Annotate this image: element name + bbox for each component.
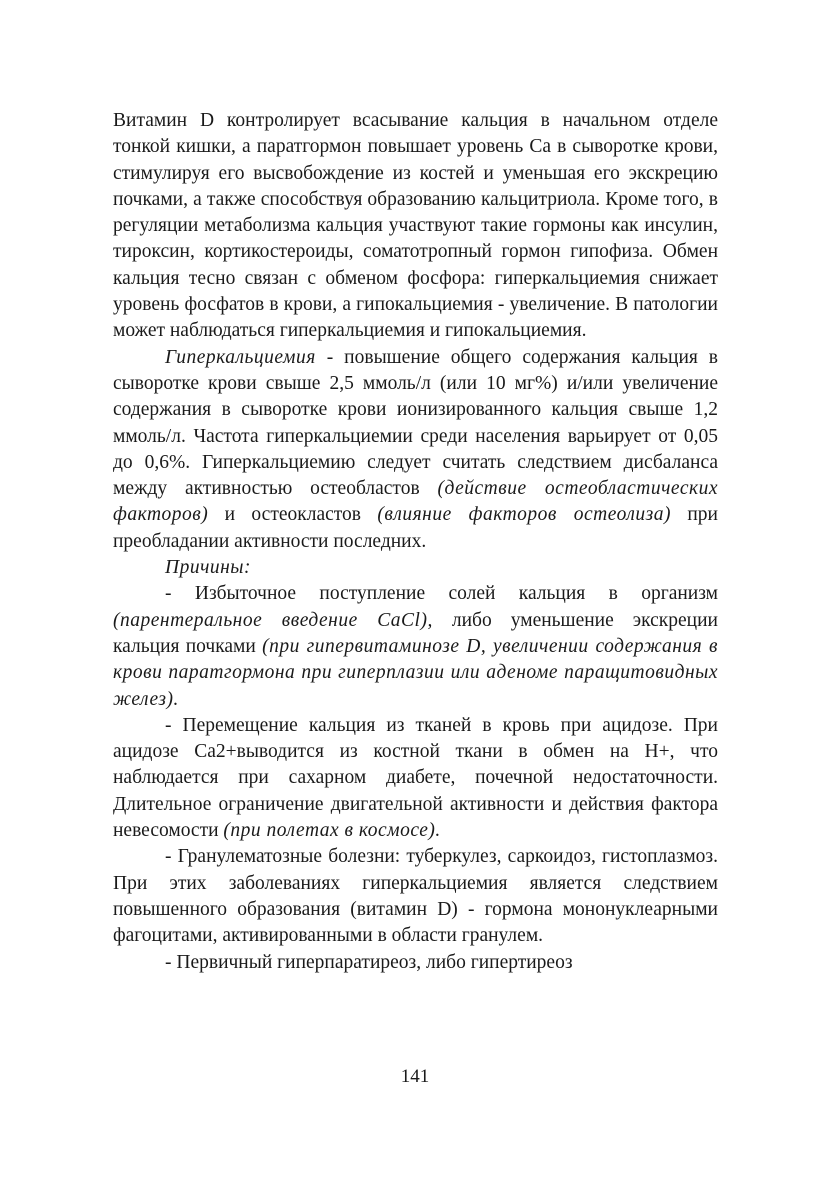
cause-1-text-2: либо уменьшение экскреции кальция почками	[113, 609, 718, 657]
cause-2-note: (при полетах в космосе).	[223, 820, 441, 842]
osteolysis-factors-note: (влияние факторов остеолиза)	[377, 504, 671, 526]
page-number: 141	[400, 1066, 430, 1087]
cause-1-text-1: - Избыточное поступление солей кальция в организм	[165, 583, 718, 605]
definition-text-3: при преобладании активности последних.	[113, 504, 718, 552]
cause-acidosis	[113, 713, 718, 844]
cause-excess-calcium	[113, 581, 718, 712]
definition-text-2: и остеокластов	[208, 504, 378, 526]
cause-1-note-1: (парентеральное введение CaCl),	[113, 609, 433, 631]
causes-heading-text: Причины:	[165, 557, 252, 579]
definition-text-1: - повышение общего содержания кальция в сыворотке крови свыше 2,5 ммоль/л (или 10 мг%) и/или увеличение содержания в сыворотке крови ионизированного кальция свыше 1,2 ммоль/л. Частота гиперкальциемии среди населения варьирует от 0,05 до 0,6%. Гиперкальциемию следует считать следствием дисбаланса между активностью остеобластов	[113, 346, 718, 500]
body-text	[113, 108, 718, 976]
cause-hyperparathyroidism: - Первичный гиперпаратиреоз, либо гипертиреоз	[165, 951, 573, 973]
paragraph-vitamin-d: Витамин D контролирует всасывание кальция в начальном отделе тонкой кишки, а паратгормон повышает уровень Са в сыворотке крови, стимулируя его высвобождение из костей и уменьшая его экскрецию почками, а также способствуя образованию кальцитриола. Кроме того, в регуляции метаболизма кальция участвуют такие гормоны как инсулин, тироксин, кортикостероиды, соматотропный гормон гипофиза. Обмен кальция тесно связан с обменом фосфора: гиперкальциемия снижает уровень фосфатов в крови, а гипокальциемия - увеличение. В патологии может наблюдаться гиперкальциемия и гипокальциемия.	[113, 110, 718, 342]
paragraph-hypercalcemia-definition	[113, 345, 718, 555]
term-hypercalcemia: Гиперкальциемия	[165, 346, 316, 368]
cause-1-note-2: (при гипервитаминозе D, увеличении содержания в крови паратгормона при гиперплазии или аденоме паращитовидных желез).	[113, 635, 718, 710]
causes-heading	[113, 555, 718, 581]
cause-granulomatous-diseases: - Гранулематозные болезни: туберкулез, саркоидоз, гистоплазмоз. При этих заболеваниях гиперкальциемия является следствием повышенного образования (витамин D) - гормона мононуклеарными фагоцитами, активированными в области гранулем.	[113, 846, 718, 947]
osteoblast-factors-note: (действие остеобластических факторов)	[113, 478, 718, 526]
cause-2-text: - Перемещение кальция из тканей в кровь при ацидозе. При ацидозе Са2+выводится из костной ткани в обмен на Н+, что наблюдается при сахарном диабете, почечной недостаточности. Длительное ограничение двигательной активности и действия фактора невесомости	[113, 714, 718, 842]
